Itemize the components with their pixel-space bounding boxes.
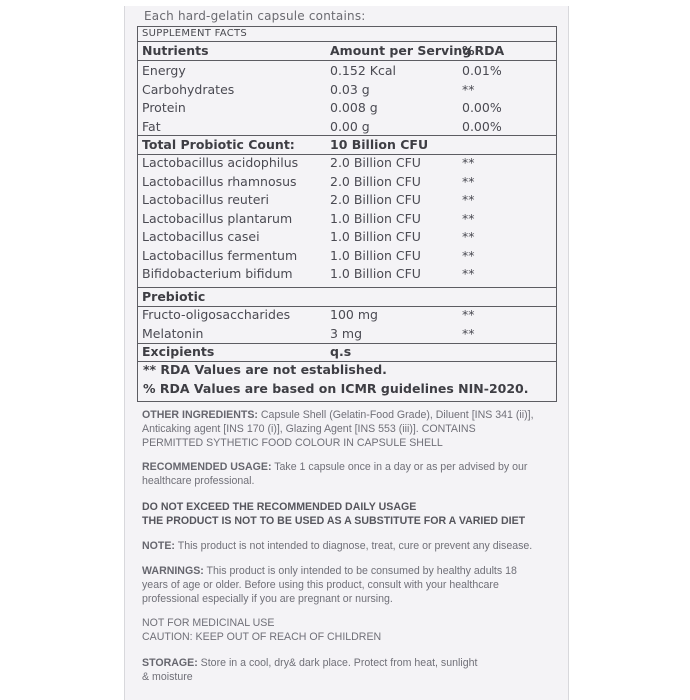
other-ingredients-section: [142, 408, 552, 450]
probiotic-total-amount: 10 Billion CFU: [330, 137, 429, 152]
other-ingredients-line-2: Anticaking agent [INS 170 (i)], Glazing Agent [INS 553 (iii)]. CONTAINS: [142, 423, 476, 435]
row-rda: **: [462, 325, 475, 341]
row-rda: **: [462, 173, 475, 189]
warning-bold-line-2: THE PRODUCT IS NOT TO BE USED AS A SUBSTITUTE FOR A VARIED DIET: [142, 515, 526, 527]
usage-line-1: Take 1 capsule once in a day or as per advised by our: [271, 461, 528, 473]
row-amount: 0.152 Kcal: [330, 63, 396, 78]
excipients-amount: q.s: [330, 344, 352, 359]
medicinal-line-1: NOT FOR MEDICINAL USE: [142, 617, 275, 629]
row-name: Lactobacillus plantarum: [142, 210, 293, 226]
storage-line-2: & moisture: [142, 671, 193, 683]
row-name: Lactobacillus acidophilus: [142, 155, 299, 170]
row-amount: 1.0 Billion CFU: [330, 229, 421, 244]
row-rda: 0.01%: [462, 63, 502, 78]
usage-lead: RECOMMENDED USAGE:: [142, 461, 272, 473]
supplement-facts-table: [137, 26, 557, 402]
rda-note-2: % RDA Values are based on ICMR guidelines NIN-2020.: [143, 381, 529, 396]
prebiotic-heading: Prebiotic: [142, 289, 206, 304]
row-name: Fat: [142, 118, 161, 134]
note-section: [142, 539, 552, 553]
row-amount: 1.0 Billion CFU: [330, 266, 421, 281]
row-name: Melatonin: [142, 325, 204, 341]
row-name: Protein: [142, 100, 186, 115]
row-name: Lactobacillus casei: [142, 229, 260, 244]
row-name: Energy: [142, 63, 186, 78]
row-rda: 0.00%: [462, 100, 502, 115]
medicinal-line-2: CAUTION: KEEP OUT OF REACH OF CHILDREN: [142, 631, 382, 643]
row-amount: 2.0 Billion CFU: [330, 192, 421, 207]
row-rda: **: [462, 247, 475, 263]
medicinal-section: [142, 616, 552, 644]
row-rda: **: [462, 210, 475, 226]
row-rda: 0.00%: [462, 118, 502, 134]
warning-bold-line-1: DO NOT EXCEED THE RECOMMENDED DAILY USAGE: [142, 501, 417, 513]
row-amount: 3 mg: [330, 325, 363, 341]
other-ingredients-line-1: Capsule Shell (Gelatin-Food Grade), Diluent [INS 341 (ii)],: [257, 409, 534, 421]
storage-line-1: Store in a cool, dry& dark place. Protect from heat, sunlight: [197, 657, 478, 669]
warnings-line-1: This product is only intended to be consumed by healthy adults 18: [203, 565, 517, 577]
row-name: Lactobacillus reuteri: [142, 192, 270, 207]
note-text: This product is not intended to diagnose, treat, cure or prevent any disease.: [174, 540, 533, 552]
row-amount: 1.0 Billion CFU: [330, 247, 421, 263]
divider: [138, 287, 556, 288]
row-rda: **: [462, 307, 475, 322]
daily-usage-warning: [142, 500, 552, 528]
row-amount: 0.00 g: [330, 118, 370, 134]
row-rda: **: [462, 192, 475, 207]
row-rda: **: [462, 229, 475, 244]
warnings-section: [142, 564, 552, 606]
header-rda: %RDA: [462, 43, 505, 58]
row-rda: **: [462, 155, 475, 170]
row-amount: 0.008 g: [330, 100, 378, 115]
storage-section: [142, 656, 552, 684]
row-name: Lactobacillus rhamnosus: [142, 173, 297, 189]
excipients-label: Excipients: [142, 344, 215, 359]
rda-note-1: ** RDA Values are not established.: [143, 362, 387, 377]
usage-section: [142, 460, 552, 488]
header-nutrients: Nutrients: [142, 43, 209, 58]
divider: [138, 135, 556, 136]
other-ingredients-lead: OTHER INGREDIENTS:: [142, 409, 258, 421]
probiotic-total-label: Total Probiotic Count:: [142, 137, 295, 152]
warnings-lead: WARNINGS:: [142, 565, 204, 577]
intro-text: Each hard-gelatin capsule contains:: [144, 9, 366, 23]
row-name: Fructo-oligosaccharides: [142, 307, 291, 322]
warnings-line-3: professional especially if you are pregnant or nursing.: [142, 593, 393, 605]
row-amount: 2.0 Billion CFU: [330, 173, 421, 189]
divider: [138, 60, 556, 61]
row-amount: 0.03 g: [330, 81, 370, 97]
row-name: Lactobacillus fermentum: [142, 247, 298, 263]
storage-lead: STORAGE:: [142, 657, 198, 669]
usage-line-2: healthcare professional.: [142, 475, 255, 487]
row-amount: 1.0 Billion CFU: [330, 210, 421, 226]
row-amount: 2.0 Billion CFU: [330, 155, 421, 170]
divider: [138, 41, 556, 42]
note-lead: NOTE:: [142, 540, 175, 552]
header-amount: Amount per Serving: [330, 43, 472, 58]
row-name: Carbohydrates: [142, 81, 235, 97]
other-ingredients-line-3: PERMITTED SYTHETIC FOOD COLOUR IN CAPSULE SHELL: [142, 437, 443, 449]
facts-title: SUPPLEMENT FACTS: [142, 28, 248, 39]
row-rda: **: [462, 81, 475, 97]
row-name: Bifidobacterium bifidum: [142, 266, 293, 281]
row-rda: **: [462, 266, 475, 281]
row-amount: 100 mg: [330, 307, 378, 322]
warnings-line-2: years of age or older. Before using this product, consult with your healthcare: [142, 579, 499, 591]
